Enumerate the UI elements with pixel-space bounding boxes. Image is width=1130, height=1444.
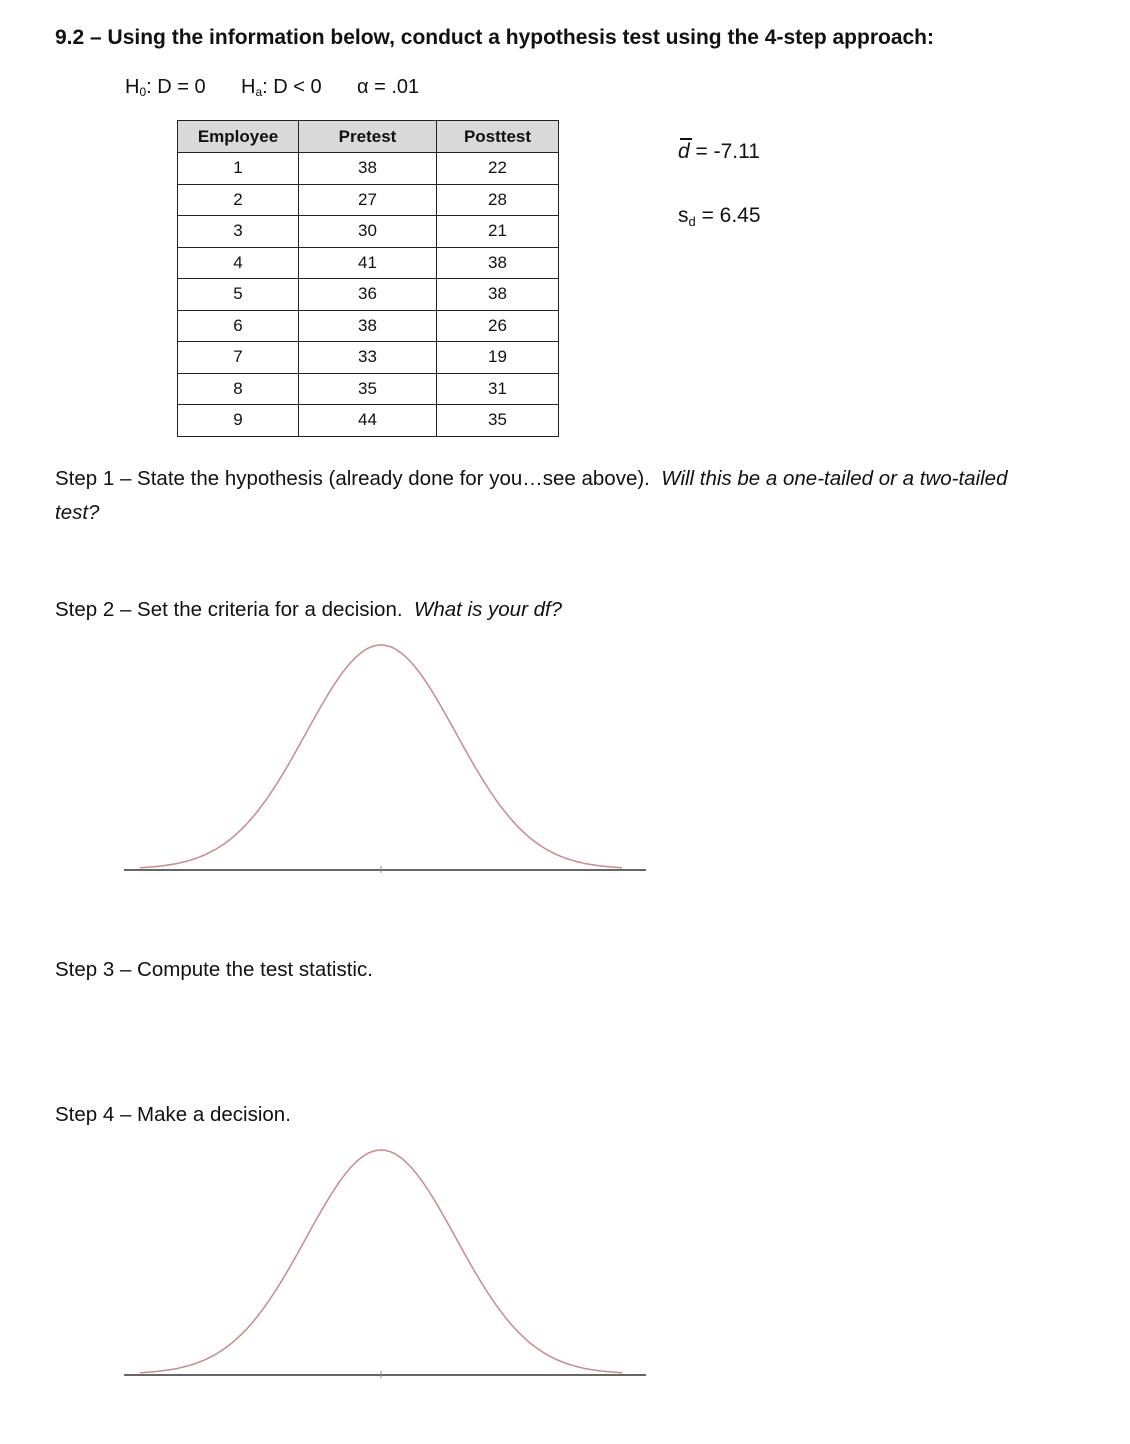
step-4: Step 4 – Make a decision. (55, 1103, 291, 1126)
cell-posttest: 26 (437, 310, 559, 342)
cell-employee: 4 (178, 247, 299, 279)
header-employee: Employee (178, 121, 299, 153)
cell-pretest: 41 (299, 247, 437, 279)
cell-posttest: 31 (437, 373, 559, 405)
cell-posttest: 38 (437, 279, 559, 311)
alternative-hypothesis: $H_a$: D < 0 (241, 76, 322, 99)
cell-pretest: 30 (299, 216, 437, 248)
cell-pretest: 33 (299, 342, 437, 374)
cell-posttest: 35 (437, 405, 559, 437)
cell-employee: 6 (178, 310, 299, 342)
sd-symbol: s (678, 204, 689, 227)
cell-pretest: 44 (299, 405, 437, 437)
cell-employee: 1 (178, 153, 299, 185)
cell-pretest: 27 (299, 184, 437, 216)
cell-employee: 7 (178, 342, 299, 374)
step-2: Step 2 – Set the criteria for a decision. What is your df? (55, 598, 563, 621)
cell-posttest: 21 (437, 216, 559, 248)
cell-employee: 5 (178, 279, 299, 311)
sd-value: = 6.45 (695, 204, 761, 227)
cell-employee: 2 (178, 184, 299, 216)
step-3: Step 3 – Compute the test statistic. (55, 958, 373, 981)
step-2-question: What is your df? (413, 598, 563, 621)
cell-employee: 3 (178, 216, 299, 248)
header-pretest: Pretest (299, 121, 437, 153)
bell-curve-2 (140, 1150, 622, 1373)
dbar-symbol: d (678, 140, 690, 163)
cell-pretest: 38 (299, 310, 437, 342)
alpha-level: α = .01 (357, 76, 420, 98)
cell-posttest: 28 (437, 184, 559, 216)
sd-subscript: d (688, 214, 696, 229)
cell-employee: 8 (178, 373, 299, 405)
null-hypothesis: $H_0$: D = 0 (125, 76, 206, 99)
cell-posttest: 38 (437, 247, 559, 279)
problem-title: 9.2 – Using the information below, conduct a hypothesis test using the 4-step approach: (55, 26, 935, 49)
header-posttest: Posttest (437, 121, 559, 153)
cell-posttest: 19 (437, 342, 559, 374)
cell-posttest: 22 (437, 153, 559, 185)
cell-pretest: 36 (299, 279, 437, 311)
dbar-value: = -7.11 (689, 140, 760, 163)
cell-pretest: 35 (299, 373, 437, 405)
cell-pretest: 38 (299, 153, 437, 185)
cell-employee: 9 (178, 405, 299, 437)
step-1-question: Will this be a one-tailed or a two-tailed test? (55, 467, 1008, 524)
step-1: Step 1 – State the hypothesis (already done for you…see above). Will this be a one-tailed or a two-tailed test? (55, 467, 1008, 524)
